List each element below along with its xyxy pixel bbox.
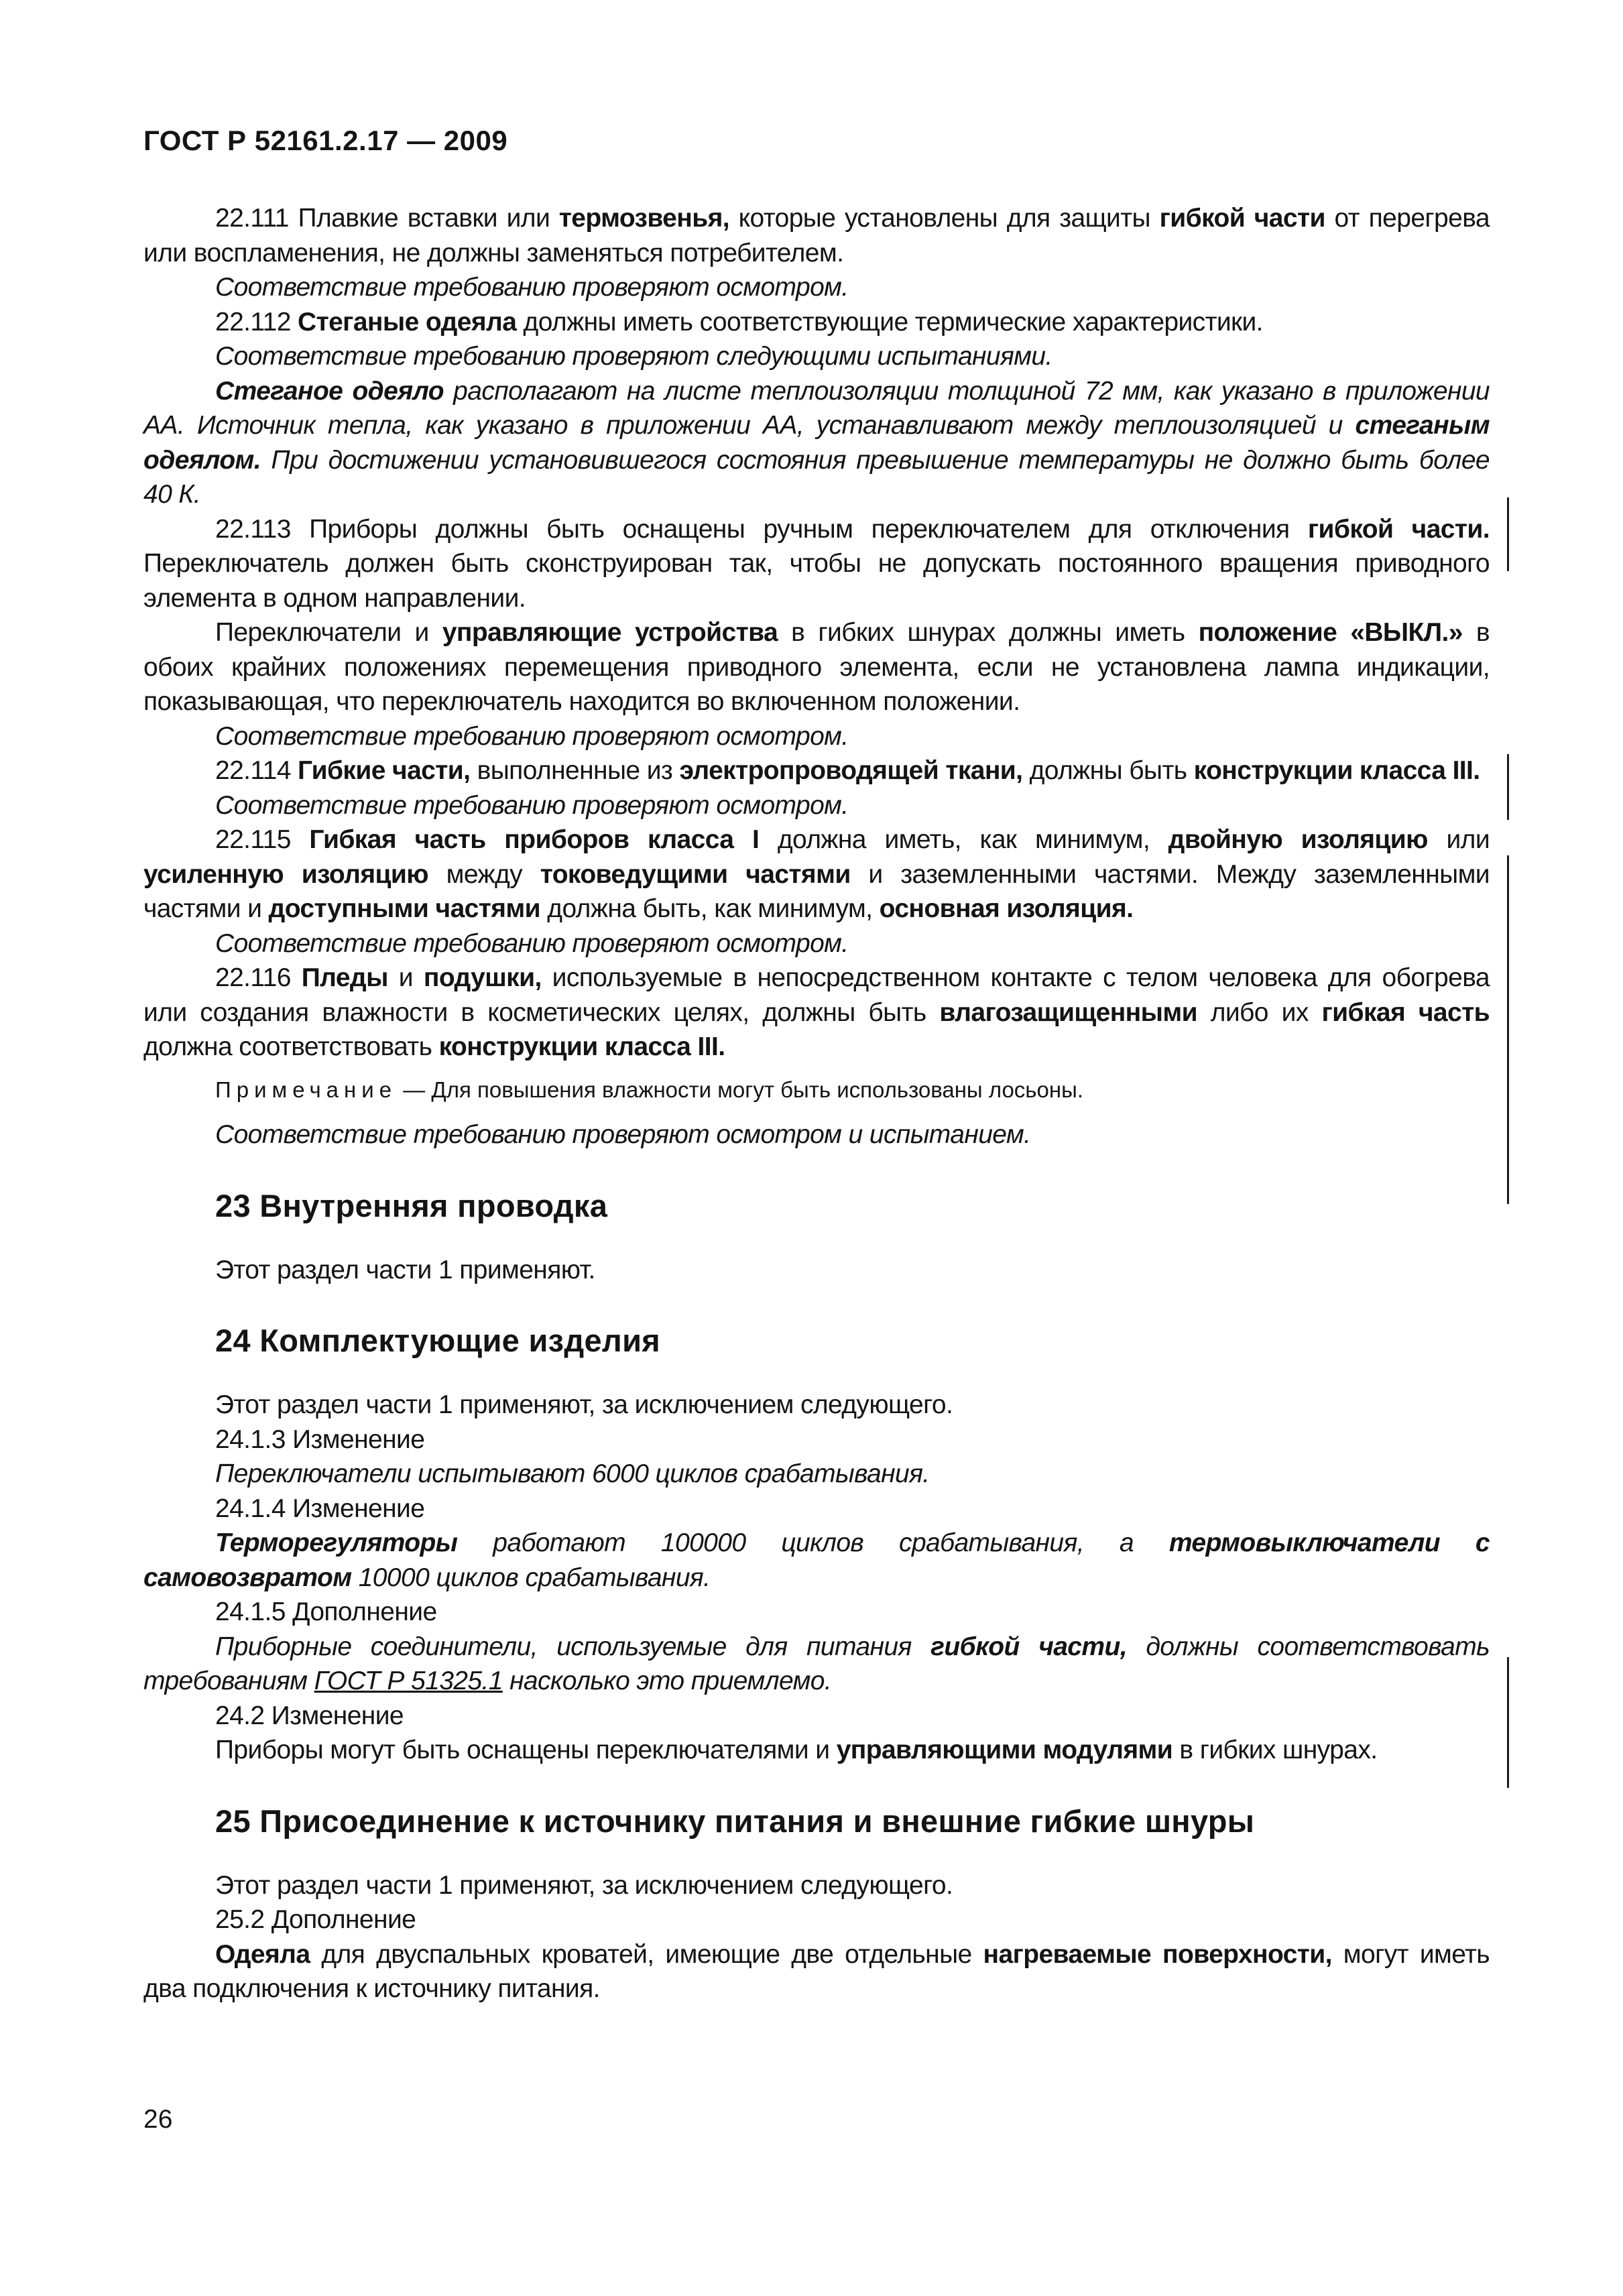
compliance-check: Соответствие требованию проверяют осмотром и испытанием. bbox=[215, 1120, 1031, 1149]
clause-24-1-5-text: Приборные соединители, используемые для питания гибкой части, должны соответствовать требованиям ГОСТ Р 51325.1 насколько это приемлемо. bbox=[143, 1632, 1490, 1695]
clause-22-111: 22.111 Плавкие вставки или термозвенья, которые установлены для защиты гибкой части от перегрева или воспламенения, не должны заменяться потребителем. bbox=[143, 204, 1490, 267]
section-24-title: 24 Комплектующие изделия bbox=[215, 1323, 660, 1358]
change-bar bbox=[1507, 497, 1509, 571]
clause-22-113: 22.113 Приборы должны быть оснащены ручным переключателем для отключения гибкой части. Переключатель должен быть сконструирован так, чтобы не допускать постоянного вращения приводного элемента в одном направлении. bbox=[143, 514, 1490, 613]
section-24-body: Этот раздел части 1 применяют, за исключением следующего. bbox=[215, 1390, 953, 1419]
compliance-check: Соответствие требованию проверяют осмотром. bbox=[215, 721, 849, 751]
clause-24-2: 24.2 Изменение bbox=[215, 1701, 404, 1730]
clause-25-2: 25.2 Дополнение bbox=[215, 1905, 416, 1934]
change-bar bbox=[1507, 1657, 1509, 1788]
compliance-check: Соответствие требованию проверяют осмотром. bbox=[215, 790, 849, 820]
switches-paragraph: Переключатели и управляющие устройства в гибких шнурах должны иметь положение «ВЫКЛ.» в обоих крайних положениях перемещения приводного элемента, если не установлена лампа индикации, показывающая, что переключатель находится во включенном положении. bbox=[143, 618, 1490, 716]
note-label: Примечание bbox=[215, 1077, 398, 1102]
clause-22-112: 22.112 Стеганые одеяла должны иметь соответствующие термические характеристики. bbox=[215, 307, 1263, 337]
clause-24-2-text: Приборы могут быть оснащены переключателями и управляющими модулями в гибких шнурах. bbox=[215, 1736, 1378, 1764]
clause-22-115: 22.115 Гибкая часть приборов класса I должна иметь, как минимум, двойную изоляцию или усиленную изоляцию между токоведущими частями и заземленными частями. Между заземленными частями и доступными частями должна быть, как минимум, основная изоляция. bbox=[143, 825, 1490, 923]
compliance-check: Соответствие требованию проверяют осмотром. bbox=[215, 928, 849, 958]
clause-24-1-4: 24.1.4 Изменение bbox=[215, 1494, 425, 1523]
compliance-check: Соответствие требованию проверяют следующими испытаниями. bbox=[215, 342, 1053, 371]
standard-reference-link[interactable]: ГОСТ Р 51325.1 bbox=[314, 1667, 503, 1695]
clause-22-114: 22.114 Гибкие части, выполненные из электропроводящей ткани, должны быть конструкции класса III. bbox=[215, 756, 1480, 785]
clause-24-1-3-text: Переключатели испытывают 6000 циклов срабатывания. bbox=[215, 1459, 930, 1488]
section-23-body: Этот раздел части 1 применяют. bbox=[215, 1255, 595, 1284]
clause-24-1-5: 24.1.5 Дополнение bbox=[215, 1597, 437, 1626]
note-text: — Для повышения влажности могут быть использованы лосьоны. bbox=[397, 1077, 1083, 1102]
clause-24-1-4-text: Терморегуляторы работают 100000 циклов срабатывания, а термовыключатели с самовозвратом 10000 циклов срабатывания. bbox=[143, 1528, 1490, 1592]
document-body bbox=[143, 201, 1490, 2006]
change-bar bbox=[1507, 754, 1509, 820]
document-header: ГОСТ Р 52161.2.17 — 2009 bbox=[143, 125, 508, 156]
section-25-body: Этот раздел части 1 применяют, за исключением следующего. bbox=[215, 1870, 953, 1900]
clause-25-2-text: Одеяла для двуспальных кроватей, имеющие две отдельные нагреваемые поверхности, могут иметь два подключения к источнику питания. bbox=[143, 1939, 1490, 2003]
page-number: 26 bbox=[143, 2105, 173, 2134]
test-description: Стеганое одеяло располагают на листе теплоизоляции толщиной 72 мм, как указано в приложении АА. Источник тепла, как указано в приложении АА, устанавливают между теплоизоляцией и стеганым одеялом. При достижении установившегося состояния превышение температуры не должно быть более 40 К. bbox=[143, 376, 1490, 509]
section-25-title: 25 Присоединение к источнику питания и внешние гибкие шнуры bbox=[215, 1803, 1255, 1839]
clause-22-116: 22.116 Пледы и подушки, используемые в непосредственном контакте с телом человека для обогрева или создания влажности в косметических целях, должны быть влагозащищенными либо их гибкая часть должна соответствовать конструкции класса III. bbox=[143, 963, 1490, 1061]
note bbox=[143, 1073, 1490, 1107]
compliance-check: Соответствие требованию проверяют осмотром. bbox=[215, 273, 849, 302]
change-bar bbox=[1507, 855, 1509, 1204]
section-23-title: 23 Внутренняя проводка bbox=[215, 1187, 608, 1223]
clause-24-1-3: 24.1.3 Изменение bbox=[215, 1425, 425, 1454]
